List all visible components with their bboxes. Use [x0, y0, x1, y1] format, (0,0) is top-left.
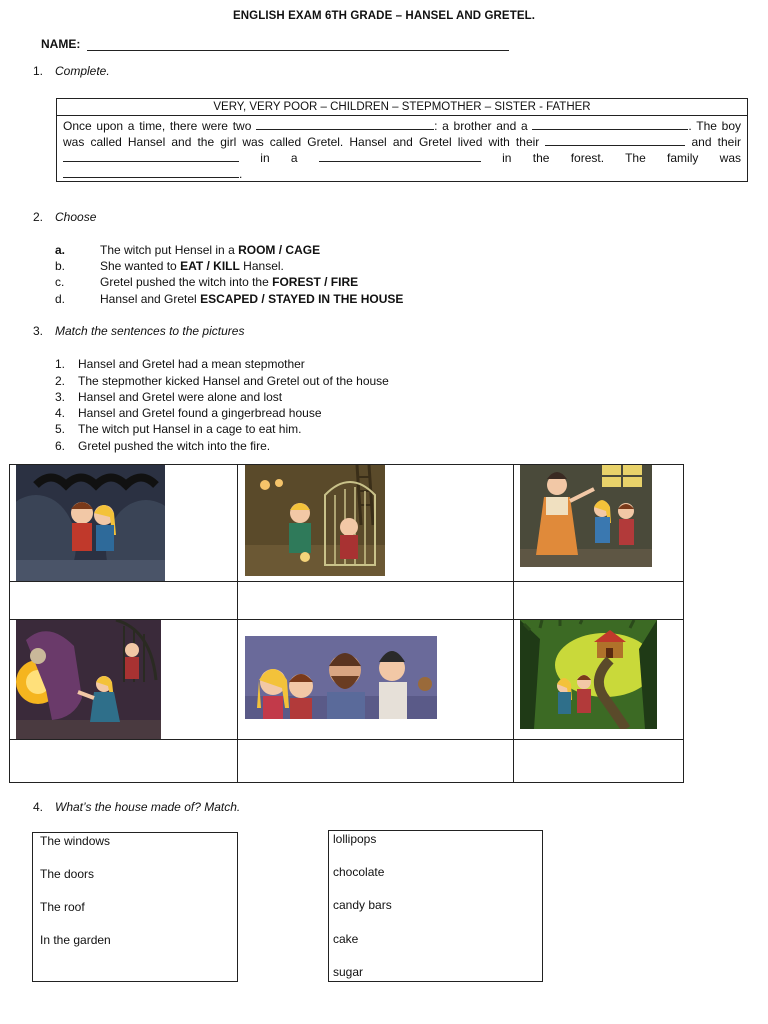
question-4-instruction: What’s the house made of? Match. — [55, 800, 241, 814]
house-part-item[interactable]: The roof — [40, 900, 85, 914]
blank-2[interactable] — [532, 119, 688, 130]
choose-options[interactable]: FOREST / FIRE — [272, 275, 359, 289]
choose-options[interactable]: EAT / KILL — [180, 259, 240, 273]
blank-1[interactable] — [256, 119, 434, 130]
material-item[interactable]: lollipops — [333, 832, 377, 846]
choose-text: She wanted to — [100, 259, 181, 273]
gingerbread-house-picture — [520, 620, 657, 729]
passage-text: . The — [688, 119, 717, 133]
question-1-box — [56, 98, 748, 182]
name-label: NAME: — [41, 37, 81, 51]
blank-6[interactable] — [63, 167, 239, 178]
witch-fire-picture — [16, 620, 161, 739]
choose-options[interactable]: ESCAPED / STAYED IN THE HOUSE — [200, 292, 404, 306]
choose-after: Hansel. — [239, 259, 284, 273]
stepmother-picture — [520, 465, 652, 567]
name-field[interactable] — [87, 50, 509, 51]
passage-text: in a — [260, 151, 298, 165]
question-4-number: 4. — [33, 800, 44, 814]
question-2-number: 2. — [33, 210, 44, 224]
choose-text: Gretel pushed the witch into the — [100, 275, 273, 289]
material-item[interactable]: cake — [333, 932, 359, 946]
answer-cell[interactable] — [513, 581, 684, 620]
question-2-heading — [33, 210, 97, 224]
choose-marker: c. — [55, 275, 65, 289]
sentence-text: Hansel and Gretel found a gingerbread house — [78, 406, 322, 420]
passage-text: in the forest. The family was — [502, 151, 741, 165]
blank-3[interactable] — [545, 135, 685, 146]
blank-5[interactable] — [319, 151, 481, 162]
sentence-marker: 6. — [55, 439, 66, 453]
passage-text: . — [239, 167, 243, 181]
question-1-number: 1. — [33, 64, 44, 78]
answer-cell[interactable] — [9, 581, 238, 620]
exam-title: ENGLISH EXAM 6TH GRADE – HANSEL AND GRETEL. — [232, 10, 536, 22]
choose-marker: d. — [55, 292, 66, 306]
choose-text: Hansel and Gretel — [100, 292, 201, 306]
cage-picture — [245, 465, 385, 576]
question-3-heading — [33, 324, 245, 338]
family-picture — [245, 636, 437, 719]
question-3-number: 3. — [33, 324, 44, 338]
passage-text: and — [691, 135, 712, 149]
sentence-text: The witch put Hansel in a cage to eat him. — [78, 422, 302, 436]
material-item[interactable]: sugar — [333, 965, 364, 979]
picture-grid — [9, 464, 684, 783]
material-item[interactable]: candy bars — [333, 898, 392, 912]
choose-options[interactable]: ROOM / CAGE — [238, 243, 321, 257]
choose-marker: b. — [55, 259, 66, 273]
material-item[interactable]: chocolate — [333, 865, 385, 879]
answer-cell[interactable] — [9, 739, 238, 783]
sentence-marker: 3. — [55, 390, 66, 404]
passage-text: Once upon a time, there were two — [63, 119, 252, 133]
answer-cell[interactable] — [237, 581, 514, 620]
passage-text: : a brother and a — [434, 119, 528, 133]
house-part-item[interactable]: The windows — [40, 834, 111, 848]
sentence-text: Hansel and Gretel were alone and lost — [78, 390, 283, 404]
question-3-instruction: Match the sentences to the pictures — [55, 324, 245, 338]
choose-text: The witch put Hensel in a — [100, 243, 239, 257]
answer-cell[interactable] — [513, 739, 684, 783]
question-1-instruction: Complete. — [55, 64, 110, 78]
house-part-item[interactable]: In the garden — [40, 933, 111, 947]
sentence-text: The stepmother kicked Hansel and Gretel out of the house — [78, 374, 389, 388]
sentence-marker: 1. — [55, 357, 66, 371]
question-2-instruction: Choose — [55, 210, 97, 224]
choose-marker: a. — [55, 243, 66, 257]
house-part-item[interactable]: The doors — [40, 867, 95, 881]
sentence-marker: 5. — [55, 422, 66, 436]
sentence-text: Gretel pushed the witch into the fire. — [78, 439, 271, 453]
lost-in-forest-picture — [16, 465, 165, 581]
sentence-marker: 2. — [55, 374, 66, 388]
question-1-heading — [33, 64, 110, 78]
sentence-marker: 4. — [55, 406, 66, 420]
passage-text: their — [717, 135, 741, 149]
materials-box — [328, 830, 543, 982]
answer-cell[interactable] — [237, 739, 514, 783]
word-bank: VERY, VERY POOR – CHILDREN – STEPMOTHER – SISTER - FATHER — [57, 99, 747, 116]
house-parts-box — [32, 832, 238, 982]
cloze-passage — [57, 116, 747, 184]
question-4-heading — [33, 800, 241, 814]
blank-4[interactable] — [63, 151, 239, 162]
sentence-text: Hansel and Gretel had a mean stepmother — [78, 357, 305, 371]
passage-text: boy was called Hansel and the girl was called Gretel. Hansel and Gretel lived with their — [63, 119, 741, 149]
